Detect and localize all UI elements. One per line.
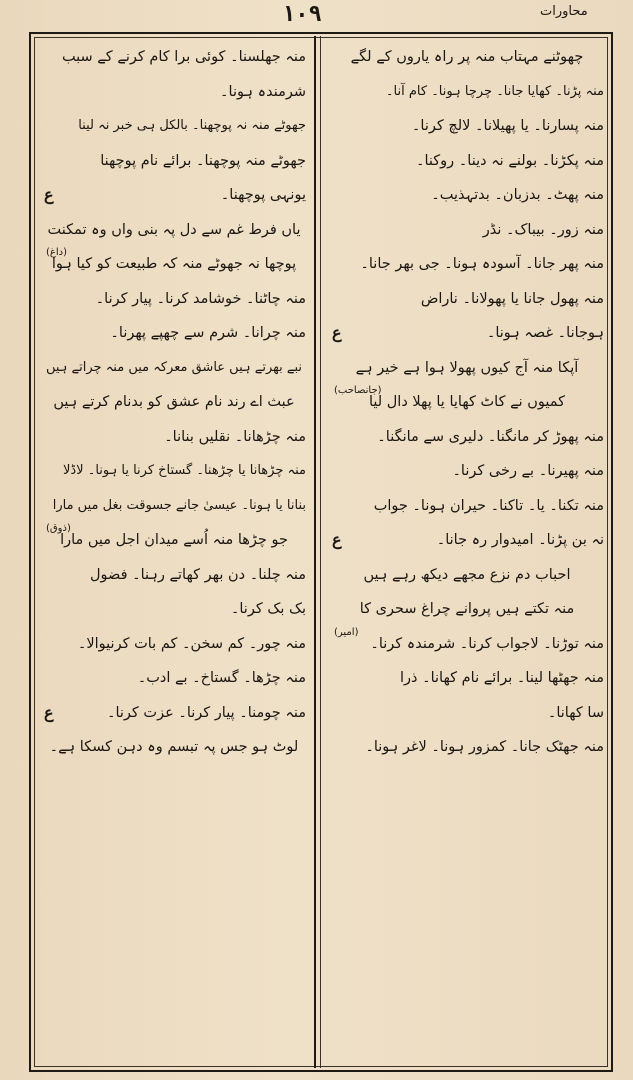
line-text: منہ پڑنا۔ کھایا جانا۔ چرچا ہونا۔ کام آنا۔ bbox=[385, 83, 604, 99]
dictionary-entry bbox=[326, 213, 608, 248]
dictionary-entry bbox=[38, 40, 310, 75]
line-text: یونہی پوچھنا۔ bbox=[220, 187, 306, 203]
line-text: شرمندہ ہونا۔ bbox=[220, 83, 306, 100]
entry-continuation bbox=[326, 523, 608, 558]
line-text: بنانا یا ہونا۔ عیسیٰ جانے جسوقت بغل میں مارا bbox=[52, 497, 306, 513]
line-text: بک بک کرنا۔ bbox=[230, 601, 306, 617]
entry-continuation bbox=[326, 316, 608, 351]
line-text: چھوٹنے مہتاب منہ پر راہ یاروں کے لگے bbox=[350, 49, 584, 65]
poet-attribution: (امیر) bbox=[334, 626, 359, 638]
line-text: نبے بھرتے ہیں عاشق معرکہ میں منہ چراتے ہیں bbox=[45, 359, 303, 375]
dictionary-entry bbox=[38, 144, 310, 179]
line-text: عبث اے رند نام عشق کو بدنام کرتے ہیں bbox=[53, 394, 295, 410]
dictionary-entry bbox=[326, 247, 608, 282]
line-text: کمیوں نے کاٹ کھایا یا پھلا دال لیا bbox=[368, 394, 566, 410]
verse-line bbox=[38, 247, 310, 282]
verse-line bbox=[326, 40, 608, 75]
dictionary-entry bbox=[38, 316, 310, 351]
line-text: سا کھانا۔ bbox=[547, 704, 604, 721]
dictionary-entry bbox=[38, 627, 310, 662]
entry-continuation bbox=[326, 696, 608, 731]
dictionary-entry bbox=[326, 282, 608, 317]
line-text: منہ چرانا۔ شرم سے چھپے پھرنا۔ bbox=[110, 325, 306, 341]
dictionary-entry bbox=[326, 75, 608, 110]
verse-line bbox=[326, 351, 608, 386]
verse-marker: ع bbox=[44, 702, 54, 722]
dictionary-entry bbox=[326, 144, 608, 179]
dictionary-entry bbox=[38, 109, 310, 144]
dictionary-entry bbox=[38, 661, 310, 696]
dictionary-entry bbox=[38, 454, 310, 489]
poet-attribution: (ذوق) bbox=[46, 523, 71, 534]
line-text: منہ پھوڑ کر مانگنا۔ دلیری سے مانگنا۔ bbox=[377, 428, 604, 445]
line-text: منہ چاٹنا۔ خوشامد کرنا۔ پیار کرنا۔ bbox=[95, 290, 306, 307]
verse-line bbox=[326, 385, 608, 420]
line-text: پوچھا نہ جھوٹے منہ کہ طبیعت کو کیا ہوا bbox=[51, 256, 297, 272]
line-text: منہ پھول جانا یا پھولانا۔ ناراض bbox=[420, 290, 604, 307]
dictionary-entry bbox=[326, 627, 608, 662]
line-text: منہ تکنا۔ یا۔ تاکنا۔ حیران ہونا۔ جواب bbox=[373, 497, 604, 514]
page-number: ۱۰۹ bbox=[282, 2, 322, 27]
line-text: منہ چلنا۔ دن بھر کھاتے رہنا۔ فضول bbox=[89, 566, 306, 583]
page-header bbox=[0, 0, 633, 36]
verse-marker: ع bbox=[44, 185, 54, 204]
entry-continuation bbox=[38, 592, 310, 627]
left-column bbox=[38, 40, 310, 1064]
line-text: منہ چڑھانا یا چڑھنا۔ گستاخ کرنا یا ہونا۔ لاڈلا bbox=[62, 463, 306, 478]
dictionary-entry bbox=[326, 420, 608, 455]
dictionary-entry bbox=[38, 558, 310, 593]
line-text: منہ جھلسنا۔ کوئی برا کام کرنے کے سبب bbox=[61, 49, 306, 65]
verse-line bbox=[38, 351, 310, 386]
dictionary-entry bbox=[326, 454, 608, 489]
line-text: منہ جھٹک جانا۔ کمزور ہونا۔ لاغر ہونا۔ bbox=[365, 739, 604, 755]
line-text: جھوٹے منہ پوچھنا۔ برائے نام پوچھنا bbox=[100, 152, 306, 169]
poet-attribution: (جانصاحب) bbox=[334, 385, 382, 396]
verse-line bbox=[38, 213, 310, 248]
verse-line bbox=[38, 523, 310, 558]
line-text: منہ پھٹ۔ بدزبان۔ بدتہذیب۔ bbox=[431, 187, 604, 203]
running-title: محاورات bbox=[540, 4, 588, 19]
line-text: آپکا منہ آج کیوں پھولا ہوا ہے خیر ہے bbox=[355, 359, 579, 376]
right-column bbox=[326, 40, 608, 1064]
line-text: منہ چڑھانا۔ نقلیں بنانا۔ bbox=[164, 428, 306, 445]
verse-line bbox=[38, 730, 310, 765]
line-text: منہ جھٹھا لینا۔ برائے نام کھانا۔ ذرا bbox=[400, 670, 604, 686]
dictionary-entry bbox=[38, 420, 310, 455]
line-text: ہوجانا۔ غصہ ہونا۔ bbox=[486, 325, 604, 341]
dictionary-entry bbox=[326, 730, 608, 765]
verse-marker: ع bbox=[332, 530, 342, 549]
dictionary-entry bbox=[38, 696, 310, 731]
line-text: منہ پسارنا۔ یا پھیلانا۔ لالچ کرنا۔ bbox=[411, 118, 604, 134]
line-text: منہ تکتے ہیں پروانے چراغ سحری کا bbox=[359, 601, 575, 617]
dictionary-entry bbox=[326, 489, 608, 524]
column-divider bbox=[314, 36, 316, 1068]
line-text: منہ چڑھا۔ گستاخ۔ بے ادب۔ bbox=[137, 670, 306, 686]
dictionary-entry bbox=[326, 661, 608, 696]
line-text: منہ توڑنا۔ لاجواب کرنا۔ شرمندہ کرنا۔ bbox=[370, 635, 604, 652]
line-text: منہ پھیرنا۔ بے رخی کرنا۔ bbox=[452, 463, 604, 479]
line-text: جھوٹے منہ نہ پوچھنا۔ بالکل ہی خبر نہ لینا bbox=[78, 118, 306, 133]
line-text: نہ بن پڑنا۔ امیدوار رہ جانا۔ bbox=[436, 532, 604, 548]
entry-continuation bbox=[38, 489, 310, 524]
verse-line bbox=[326, 592, 608, 627]
entry-continuation bbox=[38, 178, 310, 213]
line-text: یاں فرط غم سے دل پہ بنی واں وہ تمکنت bbox=[47, 221, 301, 238]
line-text: جو چڑھا منہ اُسے میدان اجل میں مارا bbox=[60, 532, 288, 548]
line-text: منہ چومنا۔ پیار کرنا۔ عزت کرنا۔ bbox=[106, 704, 306, 721]
entry-continuation bbox=[38, 75, 310, 110]
verse-line bbox=[38, 385, 310, 420]
line-text: منہ زور۔ بیباک۔ نڈر bbox=[482, 221, 604, 238]
line-text: منہ پکڑنا۔ بولنے نہ دینا۔ روکنا۔ bbox=[415, 152, 604, 169]
line-text: لوٹ ہو جس پہ تبسم وہ دہن کسکا ہے۔ bbox=[49, 739, 299, 755]
dictionary-entry bbox=[326, 178, 608, 213]
column-divider-inner bbox=[320, 36, 321, 1068]
poet-attribution: (داغ) bbox=[46, 247, 68, 258]
line-text: منہ پھر جانا۔ آسودہ ہونا۔ جی بھر جانا۔ bbox=[360, 256, 604, 272]
dictionary-entry bbox=[326, 109, 608, 144]
verse-marker: ع bbox=[332, 323, 342, 342]
line-text: احباب دم نزع مجھے دیکھ رہے ہیں bbox=[363, 566, 571, 583]
line-text: منہ چور۔ کم سخن۔ کم بات کرنیوالا۔ bbox=[77, 635, 306, 652]
verse-line bbox=[326, 558, 608, 593]
dictionary-entry bbox=[38, 282, 310, 317]
